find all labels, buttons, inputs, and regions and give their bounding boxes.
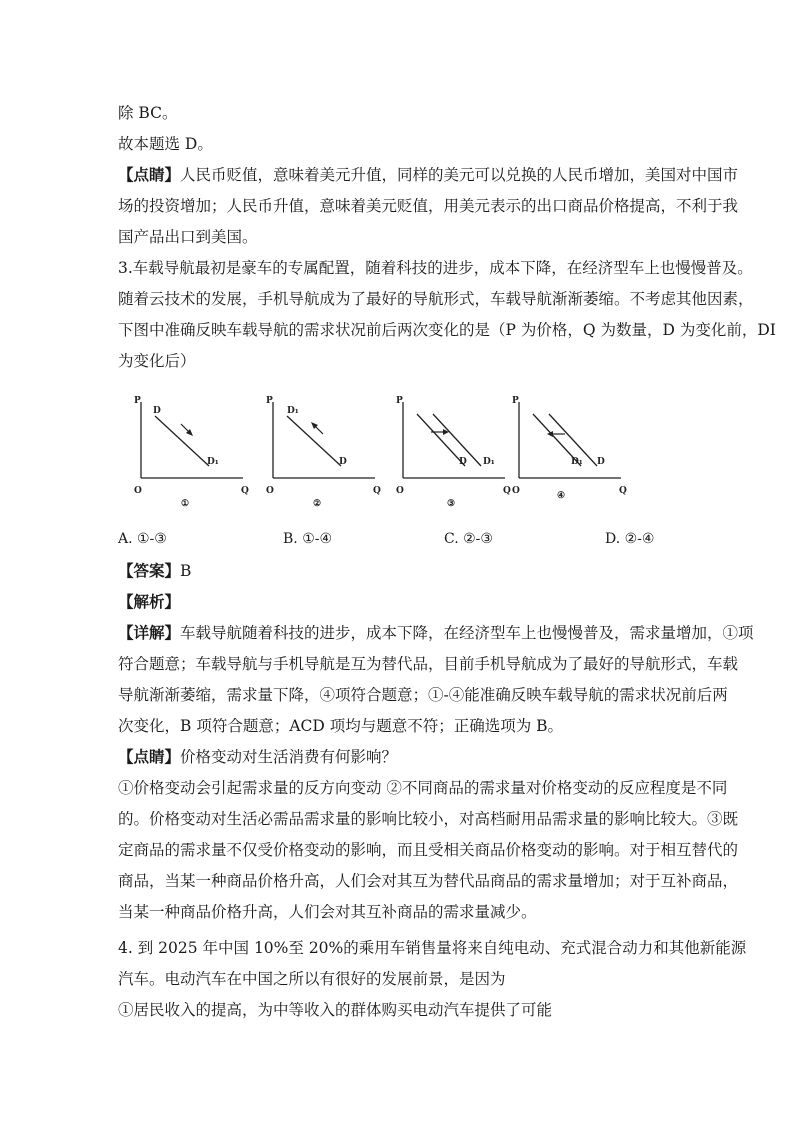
demand-graph-3 xyxy=(395,394,515,514)
question-3-line-4: 为变化后） xyxy=(118,352,196,370)
tip1-line-2: 场的投资增加；人民币升值，意味着美元贬值，用美元表示的出口商品价格提高，不利于我 xyxy=(118,197,739,215)
tip2-title: 价格变动对生活消费有何影响？ xyxy=(180,748,398,766)
tip2-line-3: 定商品的需求量不仅受价格变动的影响，而且受相关商品价格变动的影响。对于相互替代的 xyxy=(118,841,739,859)
d1-label: D₁ xyxy=(483,457,495,467)
analysis-label: 【解析】 xyxy=(118,592,181,611)
o-label: O xyxy=(396,486,404,496)
question-4-line-2: 汽车。电动汽车在中国之所以有很好的发展前景，是因为 xyxy=(118,970,506,988)
d1-label: D₁ xyxy=(287,406,299,416)
answer-line xyxy=(118,561,191,581)
tip2-line-5: 当某一种商品价格升高，人们会对其互补商品的需求量减少。 xyxy=(118,903,537,921)
o-label: O xyxy=(512,486,520,496)
detail-label: 【详解】 xyxy=(118,623,181,642)
demand-graph-1 xyxy=(133,394,253,514)
q-label: Q xyxy=(241,486,249,496)
demand-graph-1-svg xyxy=(133,394,253,514)
detail-line-4: 次变化，B 项符合题意；ACD 项均与题意不符；正确选项为 B。 xyxy=(118,717,564,735)
tip1-text-1: 人民币贬值，意味着美元升值，同样的美元可以兑换的人民币增加，美国对中国市 xyxy=(180,166,739,184)
d1-label: D₁ xyxy=(571,457,583,467)
tip2-line-2: 的。价格变动对生活必需品需求量的影响比较小，对高档耐用品需求量的影响比较大。③既 xyxy=(118,810,739,828)
question-3-line-2: 随着云技术的发展，手机导航成为了最好的导航形式，车载导航渐渐萎缩。不考虑其他因素， xyxy=(118,290,754,308)
detail-text-1: 车载导航随着科技的进步，成本下降，在经济型车上也慢慢普及，需求量增加，①项 xyxy=(180,624,754,642)
p-label: P xyxy=(512,396,519,406)
o-label: O xyxy=(266,486,274,496)
tip2-title-line xyxy=(118,747,397,767)
d-label: D xyxy=(597,457,605,467)
graph-caption: ① xyxy=(181,499,190,509)
demand-graph-4-svg xyxy=(511,394,631,514)
intro-line-2: 故本题选 D。 xyxy=(118,135,213,153)
d-label: D xyxy=(339,457,347,467)
detail-line-1 xyxy=(118,623,754,643)
d-label: D xyxy=(153,406,161,416)
p-label: P xyxy=(396,396,403,406)
detail-line-2: 符合题意；车载导航与手机导航是互为替代品，目前手机导航成为了最好的导航形式，车载 xyxy=(118,655,739,673)
option-b[interactable]: B. ①-④ xyxy=(283,531,333,547)
demand-graph-2 xyxy=(265,394,385,514)
option-d[interactable]: D. ②-④ xyxy=(605,531,655,547)
tip1-label: 【点睛】 xyxy=(118,165,181,184)
o-label: O xyxy=(134,486,142,496)
d-label: D xyxy=(459,457,467,467)
demand-graph-4 xyxy=(511,394,631,514)
q-label: Q xyxy=(619,486,627,496)
question-3-line-3: 下图中准确反映车载导航的需求状况前后两次变化的是（P 为价格，Q 为数量，D 为变化前，DI xyxy=(118,321,776,339)
q-label: Q xyxy=(503,486,511,496)
question-4-line-3: ①居民收入的提高，为中等收入的群体购买电动汽车提供了可能 xyxy=(118,1001,553,1019)
p-label: P xyxy=(134,396,141,406)
intro-line-1: 除 BC。 xyxy=(118,104,178,122)
tip1-line-3: 国产品出口到美国。 xyxy=(118,228,258,246)
d1-label: D₁ xyxy=(207,457,219,467)
q-label: Q xyxy=(373,486,381,496)
graph-caption: ④ xyxy=(557,491,566,501)
tip1-line-1 xyxy=(118,165,738,185)
p-label: P xyxy=(266,396,273,406)
graph-caption: ③ xyxy=(447,499,456,509)
option-a[interactable]: A. ①-③ xyxy=(118,531,167,547)
demand-curve xyxy=(155,416,209,466)
demand-graph-3-svg xyxy=(395,394,515,514)
tip2-line-4: 商品，当某一种商品价格升高，人们会对其互为替代品商品的需求量增加；对于互补商品， xyxy=(118,872,739,890)
graph-caption: ② xyxy=(313,499,322,509)
answer-label: 【答案】 xyxy=(118,561,181,580)
option-c[interactable]: C. ②-③ xyxy=(444,531,493,547)
answer-value: B xyxy=(180,562,192,580)
question-3-line-1: 3.车载导航最初是豪车的专属配置，随着科技的进步，成本下降，在经济型车上也慢慢普及。 xyxy=(118,259,753,277)
tip2-label: 【点睛】 xyxy=(118,747,181,766)
detail-line-3: 导航渐渐萎缩，需求量下降，④项符合题意；①-④能准确反映车载导航的需求状况前后两 xyxy=(118,686,728,704)
demand-graph-2-svg xyxy=(265,394,385,514)
question-4-line-1: 4. 到 2025 年中国 10%至 20%的乘用车销售量将来自纯电动、充式混合动力和其他新能源 xyxy=(118,939,747,957)
tip2-line-1: ①价格变动会引起需求量的反方向变动 ②不同商品的需求量对价格变动的反应程度是不同 xyxy=(118,779,728,797)
